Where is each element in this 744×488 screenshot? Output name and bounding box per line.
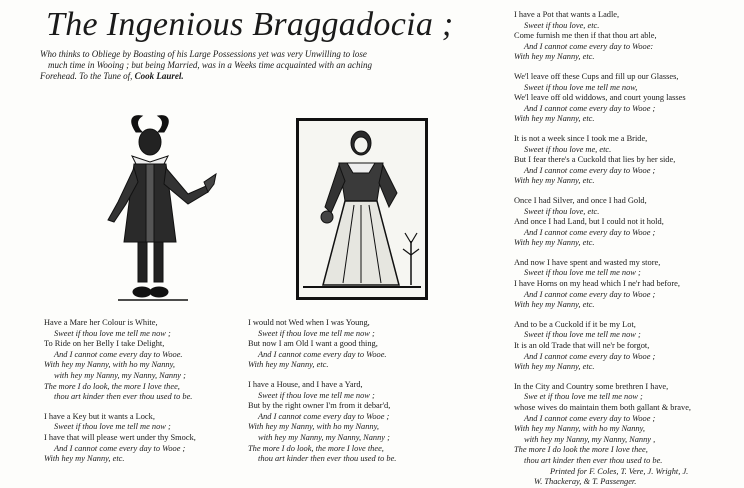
verse-line: The more I do look, the more I love thee, [44, 381, 180, 391]
verse-line: We'l leave off these Cups and fill up our Glasses, [514, 71, 679, 81]
verse-line: With hey my Nanny, with ho my Nanny, [248, 422, 379, 432]
ballad-subtitle [40, 49, 480, 82]
verse-line: And I cannot come every day to Wooe. [258, 349, 387, 359]
verse-line: Sweet if thou love me tell me now ; [258, 390, 375, 400]
verse-line: With hey my Nanny, etc. [514, 300, 595, 310]
verse-line: with hey my Nanny, my Nanny, Nanny , [524, 434, 656, 444]
verse-line: With hey my Nanny, etc. [248, 360, 329, 370]
verse-line: And I cannot come every day to Wooe ; [524, 103, 656, 113]
verse-line: In the City and Country some brethren I have, [514, 381, 669, 391]
verse-line: Come furnish me then if that thou art able, [514, 31, 657, 41]
verse-line: Have a Mare her Colour is White, [44, 318, 158, 327]
verse-line: And I cannot come every day to Wooe ; [54, 443, 186, 453]
verse-line: But I fear there's a Cuckold that lies by her side, [514, 155, 676, 165]
verse-line: And I cannot come every day to Wooe ; [524, 351, 656, 361]
verse-line: The more I do look, the more I love thee, [248, 443, 384, 453]
verse-line: thou art kinder then ever thou used to be. [54, 392, 193, 402]
subtitle-line [40, 71, 480, 82]
verse-line: To Ride on her Belly I take Delight, [44, 339, 165, 349]
verse-line: With hey my Nanny, etc. [514, 52, 595, 62]
verse-line: whose wives do maintain them both gallant & brave, [514, 403, 691, 412]
verse-line: And I cannot come every day to Wooe ; [524, 165, 656, 175]
horned-man-woodcut [88, 112, 220, 307]
verse-line: Sweet if thou love me tell me now ; [524, 268, 641, 278]
stanza-gap [514, 373, 736, 382]
verse-line: I have a Key but it wants a Lock, [44, 411, 155, 421]
verse-line: Sweet if thou love me tell me now ; [54, 422, 171, 432]
stanza-gap [248, 371, 438, 380]
verse-line: with hey my Nanny, my Nanny, Nanny ; [258, 432, 390, 442]
verse-line: with hey my Nanny, my Nanny, Nanny ; [54, 370, 186, 380]
verse-line: Sweet if thou love, etc. [524, 20, 600, 30]
verse-line: Sweet if thou love me tell me now ; [54, 328, 171, 338]
verse-line: And I cannot come every day to Wooe: [524, 41, 654, 51]
verse-line: I have a House, and I have a Yard, [248, 379, 363, 389]
stanza-gap [44, 403, 244, 412]
verse-line: And to be a Cuckold if it be my Lot, [514, 319, 636, 329]
verse-line: thou art kinder then ever thou used to be. [258, 454, 397, 464]
stanza-gap [514, 125, 736, 134]
verse-line: I have Horns on my head which I ne'r had before, [514, 279, 680, 289]
verse-line: With hey my Nanny, with ho my Nanny, [44, 360, 175, 370]
verse-line: Sweet if thou love, etc. [524, 206, 600, 216]
verse-line: And I cannot come every day to Wooe ; [524, 413, 656, 423]
stanza-gap [514, 311, 736, 320]
stanza-gap [514, 187, 736, 196]
verse-line: With hey my Nanny, etc. [514, 238, 595, 248]
verse-line: And I cannot come every day to Wooe ; [524, 227, 656, 237]
verse-line: And I cannot come every day to Wooe ; [524, 289, 656, 299]
woman-woodcut-frame [296, 118, 428, 300]
verse-line: Swe et if thou love me tell me now ; [524, 392, 643, 402]
verse-line: Sweet if thou love me, etc. [524, 144, 612, 154]
verse-line: With hey my Nanny, with ho my Nanny, [514, 424, 645, 434]
verse-line: I have a Pot that wants a Ladle, [514, 10, 620, 19]
verse-line: I would not Wed when I was Young, [248, 318, 370, 327]
verse-line: With hey my Nanny, etc. [514, 362, 595, 372]
verse-line: Sweet if thou love me tell me now ; [524, 330, 641, 340]
stanza-gap [514, 63, 736, 72]
verse-line: We'l leave off old widdows, and court young lasses [514, 93, 686, 103]
verse-line: Sweet if thou love me tell me now, [524, 82, 638, 92]
verse-line: Sweet if thou love me tell me now ; [258, 328, 375, 338]
ballad-title: The Ingenious Braggadocia ; [46, 6, 454, 43]
verse-line: Once I had Silver, and once I had Gold, [514, 195, 647, 205]
stanza-gap [514, 249, 736, 258]
verse-line: It is not a week since I took me a Bride, [514, 133, 648, 143]
verse-line: But now I am Old I want a good thing, [248, 339, 378, 349]
verse-column-3 [514, 10, 736, 488]
verse-line: With hey my Nanny, etc. [514, 114, 595, 124]
verse-line: And I cannot come every day to Wooe ; [258, 411, 390, 421]
woman-woodcut [299, 121, 425, 297]
verse-column-1 [44, 318, 244, 465]
verse-line: I have that will please wert under thy Smock, [44, 432, 196, 442]
verse-line: But by the right owner I'm from it debar'd, [248, 401, 391, 411]
verse-line: And once I had Land, but I could not it hold, [514, 217, 664, 227]
verse-column-2 [248, 318, 438, 465]
subtitle-line: Who thinks to Obliege by Boasting of his Large Possessions yet was very Unwilling to lose [40, 49, 367, 59]
verse-line: thou art kinder then ever thou used to be. [524, 455, 663, 465]
tune-name: Cook Laurel. [134, 71, 184, 81]
printer-line: W. Thackeray, & T. Passenger. [534, 477, 637, 487]
printer-line: Printed for F. Coles, T. Vere, J. Wright, J. [550, 466, 689, 476]
verse-line: And now I have spent and wasted my store, [514, 257, 661, 267]
tune-label: Forehead. To the Tune of, [40, 71, 133, 81]
verse-line: With hey my Nanny, etc. [514, 176, 595, 186]
subtitle-line: much time in Wooing ; but being Married, was in a Weeks time acquainted with an aching [48, 60, 373, 70]
verse-line: And I cannot come every day to Wooe. [54, 349, 183, 359]
verse-line: The more I do look the more I love thee, [514, 445, 648, 455]
verse-line: With hey my Nanny, etc. [44, 454, 125, 464]
verse-line: It is an old Trade that will ne'r be forgot, [514, 341, 650, 351]
